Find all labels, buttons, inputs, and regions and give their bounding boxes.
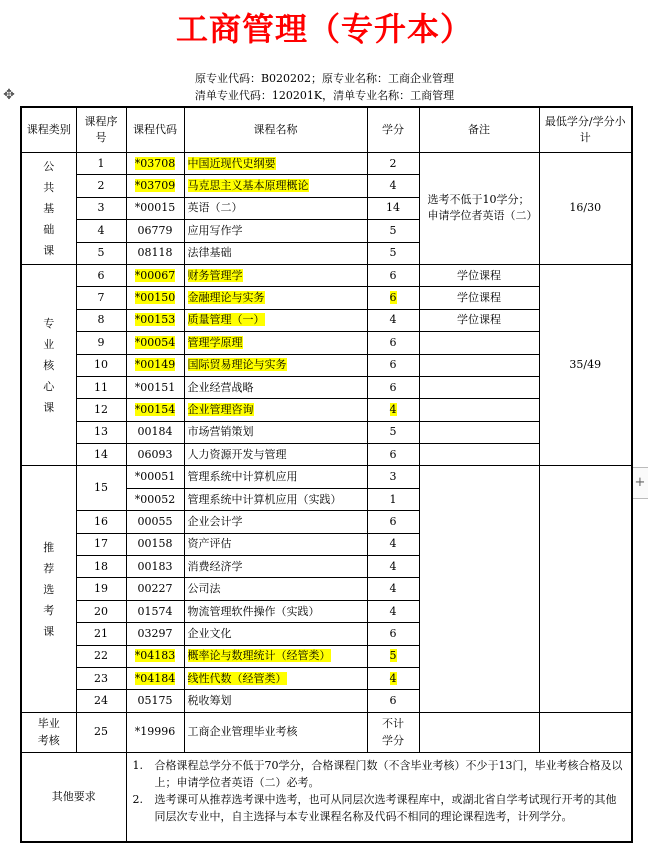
course-code: *00067 [134,268,176,282]
course-code: *00052 [126,488,184,510]
course-name: 马克思主义基本原理概论 [187,179,309,193]
course-credit: 5 [367,242,419,264]
course-name: 消费经济学 [184,556,367,578]
course-credit: 6 [389,291,397,305]
category-other: 其他要求 [21,752,126,842]
table-row [21,712,632,752]
requirement-item [133,791,626,825]
course-code: *00051 [126,466,184,488]
header-name: 课程名称 [184,107,367,153]
course-name: 企业经营战略 [184,376,367,398]
course-code: 00184 [126,421,184,443]
requirement-number: 1. [132,758,143,772]
course-name: 概率论与数理统计（经管类） [187,649,331,663]
course-credit: 6 [367,444,419,466]
course-code: 06093 [126,444,184,466]
course-name: 人力资源开发与管理 [184,444,367,466]
original-major-info: 原专业代码：B020202；原专业名称：工商企业管理 [194,72,455,85]
course-name: 国际贸易理论与实务 [187,358,287,372]
course-name: 线性代数（经管类） [187,671,287,685]
course-seq: 6 [76,264,126,286]
course-name: 管理系统中计算机应用 [184,466,367,488]
course-seq: 2 [76,175,126,197]
course-seq: 24 [76,690,126,712]
course-name: 物流管理软件操作（实践） [184,600,367,622]
course-credit: 5 [389,649,397,663]
course-seq: 8 [76,309,126,331]
course-seq: 25 [76,712,126,752]
course-seq: 11 [76,376,126,398]
course-credit: 5 [367,220,419,242]
category-elective: 推荐选考课 [21,466,76,712]
course-seq: 18 [76,556,126,578]
course-name: 工商企业管理毕业考核 [184,712,367,752]
header-min-credit: 最低学分/学分小计 [539,107,632,153]
course-credit: 6 [367,690,419,712]
course-table [20,106,633,843]
header-note: 备注 [419,107,539,153]
course-seq: 15 [76,466,126,511]
public-note: 选考不低于10学分；申请学位者英语（二） [419,153,539,265]
course-seq: 13 [76,421,126,443]
course-credit: 6 [367,332,419,354]
course-credit: 6 [367,511,419,533]
course-seq: 23 [76,667,126,689]
course-code: *00154 [134,402,176,416]
course-note: 学位课程 [419,264,539,286]
course-code: 00055 [126,511,184,533]
course-seq: 21 [76,623,126,645]
course-credit: 6 [367,376,419,398]
course-credit: 2 [367,153,419,175]
table-row [21,264,632,286]
course-name: 英语（二） [184,197,367,219]
category-public: 公共基础课 [21,153,76,265]
course-seq: 16 [76,511,126,533]
course-name: 企业会计学 [184,511,367,533]
header-credit: 学分 [367,107,419,153]
course-seq: 3 [76,197,126,219]
requirement-number: 2. [132,792,143,806]
course-code: *00054 [134,335,176,349]
table-row [21,466,632,488]
course-seq: 4 [76,220,126,242]
course-seq: 12 [76,399,126,421]
plus-icon[interactable]: + [631,467,648,499]
course-name: 企业文化 [184,623,367,645]
course-code: *04184 [134,671,176,685]
course-seq: 10 [76,354,126,376]
header-category: 课程类别 [21,107,76,153]
course-seq: 7 [76,287,126,309]
course-code: 06779 [126,220,184,242]
course-code: *04183 [134,649,176,663]
requirement-content: 选考课可从推荐选考课中选考，也可从同层次选考课程库中，或湖北省自学考试现行开考的其他同层次专业中，自主选择与本专业课程名称及代码不相同的理论课程选考，计列学分。 [154,792,617,823]
course-code: *00015 [126,197,184,219]
core-min-credit: 35/49 [539,264,632,466]
header-code: 课程代码 [126,107,184,153]
course-credit: 4 [367,175,419,197]
course-credit: 4 [367,578,419,600]
course-name: 市场营销策划 [184,421,367,443]
course-code: 03297 [126,623,184,645]
course-seq: 19 [76,578,126,600]
course-code: *03708 [134,156,176,170]
page-title: 工商管理（专升本） [175,10,473,48]
requirements-row [21,752,632,842]
course-credit: 6 [367,264,419,286]
course-credit: 14 [367,197,419,219]
course-name: 应用写作学 [184,220,367,242]
course-seq: 1 [76,153,126,175]
course-seq: 22 [76,645,126,667]
course-name: 金融理论与实务 [187,291,265,305]
course-credit: 4 [367,556,419,578]
course-name: 税收筹划 [184,690,367,712]
course-credit: 4 [367,600,419,622]
course-name: 资产评估 [184,533,367,555]
course-name: 中国近现代史纲要 [187,156,276,170]
course-code: *00153 [134,313,176,327]
public-min-credit: 16/30 [539,153,632,265]
course-credit: 4 [367,309,419,331]
course-code: *00149 [134,358,176,372]
course-seq: 17 [76,533,126,555]
course-seq: 9 [76,332,126,354]
course-seq: 5 [76,242,126,264]
category-grad: 毕业考核 [21,712,76,752]
course-code: *00151 [126,376,184,398]
course-credit: 不计学分 [367,712,419,752]
course-credit: 6 [367,623,419,645]
course-name: 管理学原理 [187,335,243,349]
list-major-info: 清单专业代码：120201K，清单专业名称：工商管理 [194,89,455,102]
course-credit: 6 [367,354,419,376]
course-code: 00183 [126,556,184,578]
course-code: *19996 [126,712,184,752]
course-credit: 3 [367,466,419,488]
category-core: 专业核心课 [21,264,76,466]
course-name: 企业管理咨询 [187,402,254,416]
course-note: 学位课程 [419,309,539,331]
course-name: 质量管理（一） [187,313,265,327]
course-seq: 14 [76,444,126,466]
course-code: 05175 [126,690,184,712]
course-name: 法律基础 [184,242,367,264]
requirements-text [126,752,632,842]
course-name: 管理系统中计算机应用（实践） [184,488,367,510]
course-note: 学位课程 [419,287,539,309]
course-code: *03709 [134,179,176,193]
course-code: 01574 [126,600,184,622]
course-name: 公司法 [184,578,367,600]
course-code: 00227 [126,578,184,600]
course-credit: 1 [367,488,419,510]
header-seq: 课程序号 [76,107,126,153]
requirement-content: 合格课程总学分不低于70学分，合格课程门数（不含毕业考核）不少于13门，毕业考核合格及以上；申请学位者英语（二）必考。 [154,758,623,789]
course-seq: 20 [76,600,126,622]
course-credit: 5 [367,421,419,443]
requirement-item [133,757,626,791]
course-credit: 4 [367,533,419,555]
course-code: 08118 [126,242,184,264]
move-icon[interactable]: ✥ [3,87,15,103]
course-code: 00158 [126,533,184,555]
course-credit: 4 [389,671,397,685]
table-header-row [21,107,632,153]
table-row [21,153,632,175]
course-credit: 4 [389,402,397,416]
course-code: *00150 [134,291,176,305]
course-name: 财务管理学 [187,268,243,282]
